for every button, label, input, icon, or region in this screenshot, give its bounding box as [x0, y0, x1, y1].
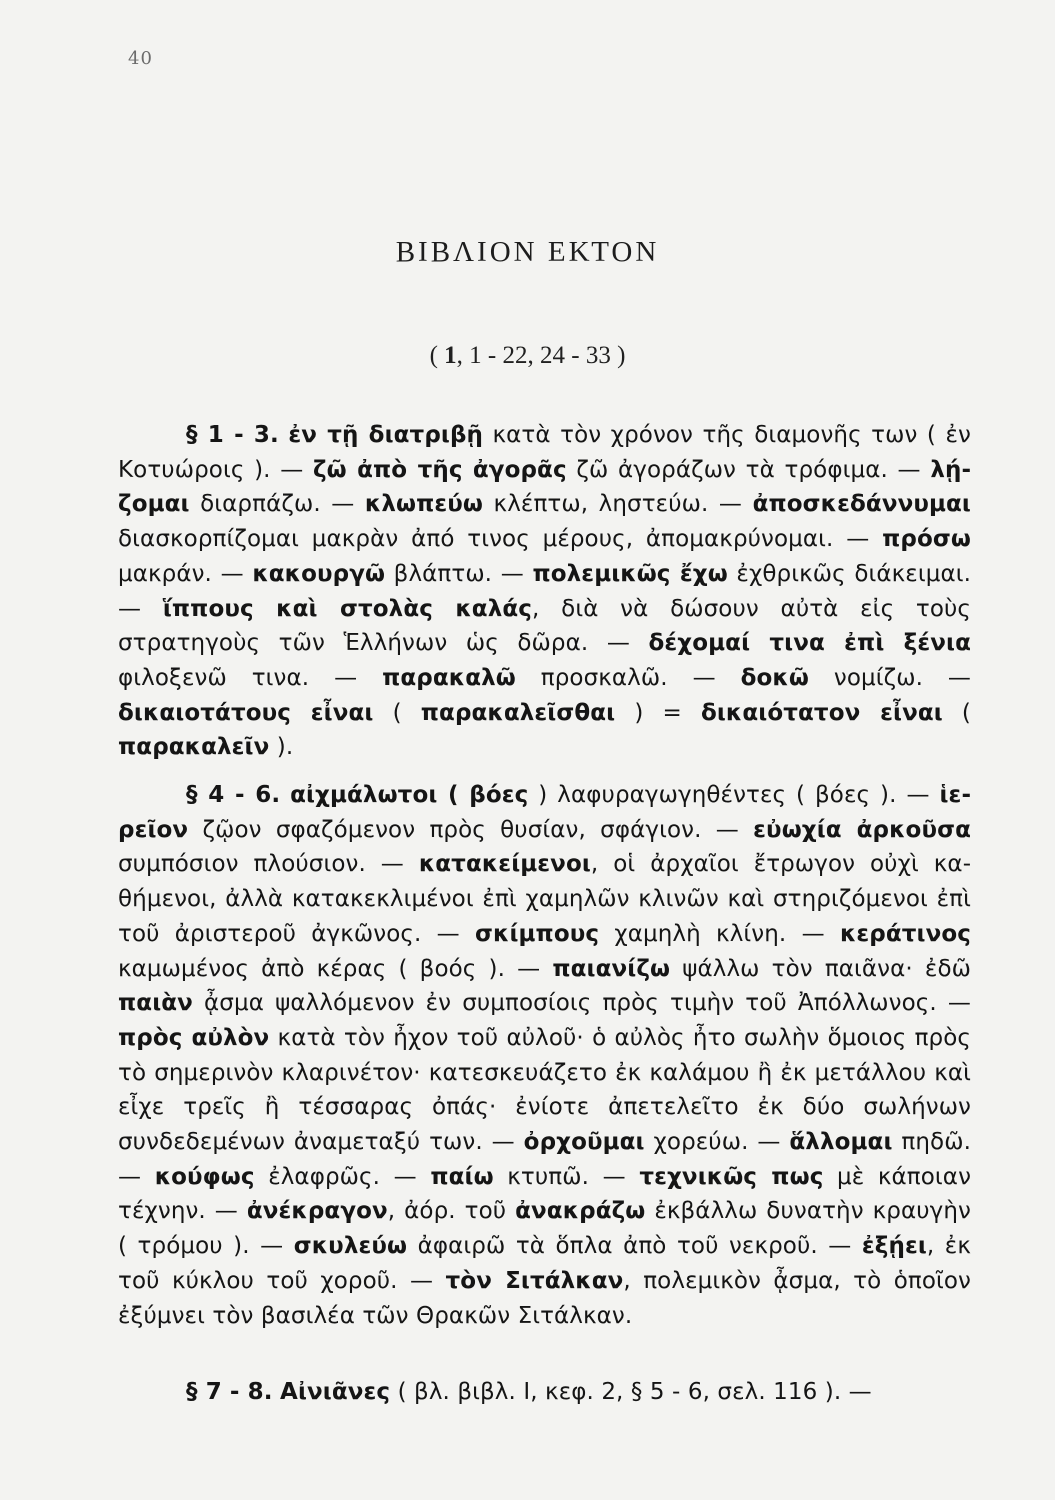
chapter-range-open: (: [429, 342, 445, 369]
section-paragraph: [118, 418, 971, 765]
glossary-term: αἰχμάλωτοι ( βόες: [290, 782, 529, 808]
glossary-term: ἱερεῖον: [118, 782, 971, 843]
section-label: § 4 - 6.: [186, 782, 281, 808]
section-label: § 7 - 8.: [186, 1379, 273, 1405]
glossary-definition: ἀφαιρῶ τὰ ὅπλα ἀπὸ τοῦ νεκροῦ. —: [407, 1233, 862, 1260]
glossary-definition: , ἐκ τοῦ κύκλου τοῦ χοροῦ. —: [118, 1233, 971, 1294]
glossary-term: πρὸς αὐλὸν: [118, 1024, 270, 1051]
glossary-definition: χορεύω. —: [644, 1129, 790, 1156]
glossary-term: πρόσω: [882, 526, 971, 553]
glossary-term: δικαιοτάτους εἶναι: [118, 699, 374, 726]
glossary-definition: φιλοξενῶ τινα. —: [118, 664, 383, 691]
glossary-term: παίω: [430, 1163, 494, 1190]
section-paragraph: [118, 778, 971, 1333]
glossary-term: ἵππους καὶ στολὰς καλάς: [162, 595, 533, 622]
glossary-term: ὀρχοῦμαι: [523, 1129, 645, 1156]
glossary-definition: κατὰ τὸν ἦχον τοῦ αὐλοῦ· ὁ αὐλὸς ἦτο σωλὴν ὅμοιος πρὸς τὸ σημερινὸν κλαρινέτον· κατεσκευάζετο ἐκ καλάμου ἢ ἐκ μετάλλου καὶ εἶχε τρεῖς ἢ τέσσαρας ὀπάς· ἐνίοτε ἀπετελεῖτο ἐκ δύο σωλήνων συνδεδεμένων ἀναμεταξύ των. —: [118, 1024, 971, 1156]
glossary-term: τεχνικῶς πως: [639, 1163, 824, 1190]
chapter-range-chapters: , 1 - 22, 24 - 33 ): [456, 342, 626, 369]
glossary-definition: (: [942, 699, 972, 726]
glossary-definition: βλάπτω. —: [385, 560, 533, 587]
glossary-term: πολεμικῶς ἔχω: [532, 560, 728, 587]
chapter-range: [0, 342, 1055, 370]
glossary-definition: διασκορπίζομαι μακρὰν ἀπό τινος μέρους, ἀπομακρύνομαι. —: [118, 526, 883, 553]
glossary-definition: ζῶ ἀγοράζων τὰ τρόφιμα. —: [566, 456, 931, 483]
glossary-term: παρακαλῶ: [382, 664, 516, 691]
glossary-term: κακουργῶ: [252, 560, 386, 587]
page-number: 40: [128, 48, 153, 69]
glossary-definition: ζῷον σφαζόμενον πρὸς θυσίαν, σφάγιον. —: [188, 816, 754, 843]
glossary-definition: πηδῶ. —: [118, 1129, 971, 1190]
glossary-definition: ἐκβάλλω δυνατὴν κραυγὴν ( τρόμου ). —: [118, 1198, 971, 1260]
glossary-definition: ἐλαφρῶς. —: [254, 1163, 431, 1190]
glossary-term: κούφως: [154, 1163, 255, 1190]
glossary-term: ἅλλομαι: [789, 1129, 893, 1156]
glossary-definition: χαμηλὴ κλίνη. —: [599, 920, 840, 947]
glossary-term: παρακαλεῖν: [118, 734, 270, 761]
page-title: ΒΙΒΛΙΟΝ ΕΚΤΟΝ: [395, 236, 660, 268]
section-1-3: [118, 418, 971, 765]
glossary-definition: ( βλ. βιβλ. Ι, κεφ. 2, § 5 - 6, σελ. 116 ). —: [390, 1379, 872, 1405]
glossary-term: ζῶ ἀπὸ τῆς ἀγορᾶς: [312, 456, 567, 483]
glossary-term: δοκῶ: [740, 664, 809, 691]
glossary-term: παιὰν: [118, 990, 193, 1017]
glossary-term: ἐξῄει: [861, 1233, 927, 1260]
glossary-term: ἀνέκραγον: [246, 1198, 388, 1225]
section-7-8: [118, 1375, 971, 1410]
glossary-definition: κατὰ τὸν χρόνον τῆς διαμονῆς των ( ἐν Κοτυώροις ). —: [118, 422, 971, 483]
glossary-term: κεράτινος: [839, 920, 971, 947]
glossary-definition: , πολεμικὸν ᾆσμα, τὸ ὁποῖον ἐξύμνει τὸν βασιλέα τῶν Θρακῶν Σιτάλκαν.: [118, 1267, 972, 1329]
glossary-term: δέχομαί τινα ἐπὶ ξένια: [648, 630, 971, 657]
glossary-definition: μακράν. —: [118, 560, 253, 587]
glossary-term: σκίμπους: [475, 920, 600, 947]
glossary-term: λῄζομαι: [118, 456, 971, 518]
chapter-range-book-number: 1: [444, 342, 457, 369]
section-paragraph: [118, 1375, 971, 1410]
glossary-term: παιανίζω: [552, 955, 671, 982]
glossary-definition: ) =: [615, 699, 701, 726]
glossary-definition: (: [373, 699, 421, 726]
glossary-definition: , οἱ ἀρχαῖοι ἔτρωγον οὐχὶ καθήμενοι, ἀλλὰ κατακεκλιμένοι ἐπὶ χαμηλῶν κλινῶν καὶ στηριζόμενοι ἐπὶ τοῦ ἀριστεροῦ ἀγκῶνος. —: [118, 851, 972, 947]
glossary-term: κατακείμενοι: [418, 851, 591, 878]
glossary-definition: , ἀόρ. τοῦ: [387, 1198, 516, 1225]
glossary-term: κλωπεύω: [364, 491, 484, 518]
glossary-definition: ἐχθρικῶς διάκειμαι. —: [118, 560, 971, 622]
glossary-term: εὐωχία ἀρκοῦσα: [753, 816, 972, 843]
glossary-definition: κτυπῶ. —: [493, 1163, 640, 1190]
glossary-term: σκυλεύω: [293, 1233, 408, 1260]
glossary-definition: ᾆσμα ψαλλόμενον ἐν συμποσίοις πρὸς τιμὴν τοῦ Ἀπόλλωνος. —: [192, 990, 971, 1017]
glossary-definition: καμωμένος ἀπὸ κέρας ( βοός ). —: [118, 955, 553, 982]
glossary-definition: διαρπάζω. —: [189, 491, 365, 518]
glossary-definition: κλέπτω, ληστεύω. —: [483, 491, 753, 518]
glossary-definition: συμπόσιον πλούσιον. —: [118, 851, 419, 878]
glossary-term: Αἰνιᾶνες: [280, 1379, 391, 1405]
glossary-definition: ).: [269, 734, 294, 761]
glossary-term: ἀποσκεδάννυμαι: [752, 491, 971, 518]
glossary-term: παρακαλεῖσθαι: [420, 699, 616, 726]
glossary-definition: μὲ κάποιαν τέχνην. —: [118, 1163, 972, 1225]
glossary-term: δικαιότατον εἶναι: [700, 699, 943, 726]
glossary-term: τὸν Σιτάλκαν: [445, 1267, 624, 1294]
glossary-definition: ) λαφυραγωγηθέντες ( βόες ). —: [528, 782, 940, 808]
glossary-term: ἐν τῇ διατριβῇ: [288, 422, 483, 448]
glossary-definition: νομίζω. —: [808, 664, 972, 691]
section-4-6: [118, 778, 971, 1333]
section-label: § 1 - 3.: [186, 422, 279, 448]
glossary-definition: προσκαλῶ. —: [515, 664, 741, 691]
glossary-definition: , διὰ νὰ δώσουν αὐτὰ εἰς τοὺς στρατηγοὺς τῶν Ἑλλήνων ὡς δῶρα. —: [118, 595, 972, 657]
glossary-term: ἀνακράζω: [515, 1198, 646, 1225]
glossary-definition: ψάλλω τὸν παιᾶνα· ἐδῶ: [670, 955, 971, 982]
